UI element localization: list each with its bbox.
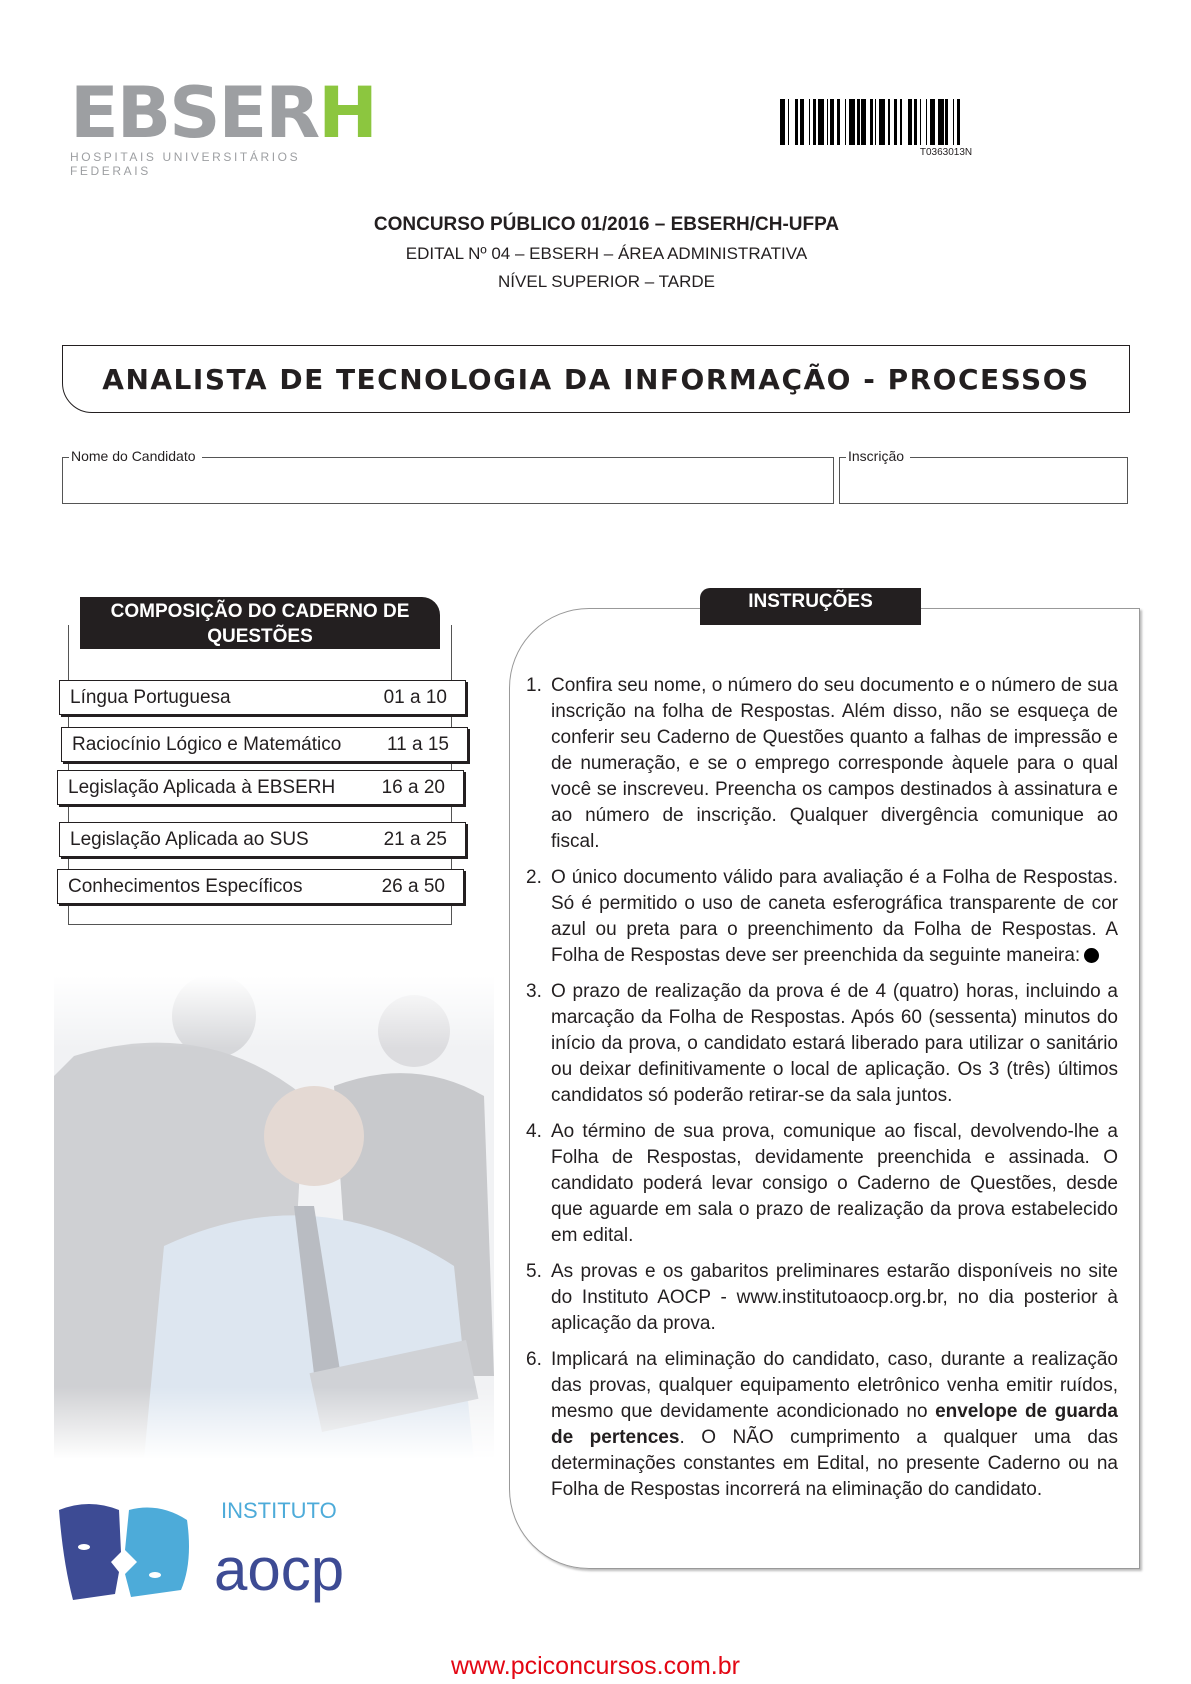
item-text-bold: envelope de guarda de pertences: [551, 1401, 1118, 1448]
composition-row: [57, 770, 464, 805]
item-text: Confira seu nome, o número do seu documento e o número de sua inscrição na folha de Respostas. Além disso, não se esqueça de conferir seu Caderno de Questões quanto a falhas de impressão e de numeração, e se o emprego corresponde àquele para o qual você se inscreveu. Preencha os campos destinados à assinatura e ao número de inscrição. Qualquer divergência comunique ao fiscal.: [551, 675, 1118, 852]
header-edital: EDITAL Nº 04 – EBSERH – ÁREA ADMINISTRATIVA: [405, 244, 808, 263]
inscricao-field[interactable]: [839, 448, 1128, 504]
question-range: 01 a 10: [383, 686, 447, 708]
composition-row: [61, 727, 468, 762]
composition-row: [57, 869, 464, 904]
instruction-item: [526, 865, 1118, 969]
instruction-item: [526, 1347, 1118, 1503]
item-number: 1.: [526, 675, 542, 696]
instruction-item: [526, 1119, 1118, 1249]
instructions-title: INSTRUÇÕES: [700, 588, 921, 625]
logo-tagline: HOSPITAIS UNIVERSITÁRIOS FEDERAIS: [70, 150, 301, 178]
header-level: NÍVEL SUPERIOR – TARDE: [498, 272, 715, 291]
question-range: 26 a 50: [381, 875, 445, 897]
item-text: As provas e os gabaritos preliminares estarão disponíveis no site do Instituto AOCP - www.institutoaocp.org.br, no dia posterior à aplicação da prova.: [551, 1261, 1118, 1334]
subject-name: Conhecimentos Específicos: [68, 875, 303, 897]
item-text: [551, 1347, 1118, 1503]
composition-row: [59, 822, 466, 857]
composition-title: [80, 597, 440, 649]
instructions-list: [526, 673, 1118, 1513]
aocp-name-text: aocp: [214, 1536, 345, 1603]
item-number: 5.: [526, 1261, 542, 1282]
item-text-body: O único documento válido para avaliação é a Folha de Respostas. Só é permitido o uso de caneta esferográfica transparente de cor azul ou preta para o preenchimento da Folha de Respostas. A Folha de Respostas deve ser preenchida da seguinte maneira:: [551, 867, 1118, 966]
item-text: Ao término de sua prova, comunique ao fiscal, devolvendo-lhe a Folha de Respostas, devidamente preenchida e assinada. O candidato poderá levar consigo o Caderno de Questões, desde que aguarde em sala o prazo de realização da prova estabelecido em edital.: [551, 1121, 1118, 1246]
instruction-item: [526, 979, 1118, 1109]
inscricao-label: Inscrição: [846, 448, 910, 464]
question-range: 11 a 15: [387, 733, 449, 755]
item-text: [551, 865, 1118, 969]
item-number: 3.: [526, 981, 542, 1002]
exam-title-box: [62, 345, 1130, 413]
question-range: 21 a 25: [383, 828, 447, 850]
header-contest: CONCURSO PÚBLICO 01/2016 – EBSERH/CH-UFPA: [373, 214, 840, 235]
item-text-b: . O NÃO cumprimento a qualquer uma das determinações constantes em Edital, no presente Caderno ou na Folha de Respostas incorrerá na eliminação do candidato.: [551, 1427, 1118, 1500]
item-number: 6.: [526, 1349, 542, 1370]
aocp-logo: [59, 1496, 399, 1608]
item-text-a: Implicará na eliminação do candidato, caso, durante a realização das provas, qualquer equipamento eletrônico venha emitir ruídos, mesmo que devidamente acondicionado no: [551, 1349, 1118, 1422]
barcode: [780, 99, 1112, 145]
barcode-code: T0363013N: [919, 147, 973, 158]
question-range: 16 a 20: [381, 776, 445, 798]
candidate-name-label: Nome do Candidato: [69, 448, 202, 464]
business-people-photo: [54, 976, 494, 1459]
subject-name: Legislação Aplicada à EBSERH: [68, 776, 336, 798]
subject-name: Língua Portuguesa: [70, 686, 231, 708]
footer-url[interactable]: www.pciconcursos.com.br: [451, 1652, 740, 1680]
item-number: 2.: [526, 867, 542, 888]
subject-name: Raciocínio Lógico e Matemático: [72, 733, 342, 755]
instruction-item: [526, 673, 1118, 855]
subject-name: Legislação Aplicada ao SUS: [70, 828, 309, 850]
item-text: O prazo de realização da prova é de 4 (quatro) horas, incluindo a marcação da Folha de Respostas. Após 60 (sessenta) minutos do início da prova, o candidato estará liberado para utilizar o sanitário ou deixar definitivamente o local de aplicação. Os 3 (três) últimos candidatos só poderão retirar-se da sala juntos.: [551, 981, 1118, 1106]
composition-row: [59, 680, 466, 715]
ebserh-logo: EBSERH HOSPITAIS UNIVERSITÁRIOS FEDERAIS: [70, 80, 380, 162]
item-number: 4.: [526, 1121, 542, 1142]
filled-bubble-icon: [1084, 948, 1099, 963]
exam-title: ANALISTA DE TECNOLOGIA DA INFORMAÇÃO - PROCESSOS: [102, 362, 1090, 396]
candidate-name-field[interactable]: [62, 448, 834, 504]
aocp-instituto-text: INSTITUTO: [221, 1498, 337, 1523]
instruction-item: [526, 1259, 1118, 1337]
composition-title-text: COMPOSIÇÃO DO CADERNO DE QUESTÕES: [110, 601, 410, 647]
